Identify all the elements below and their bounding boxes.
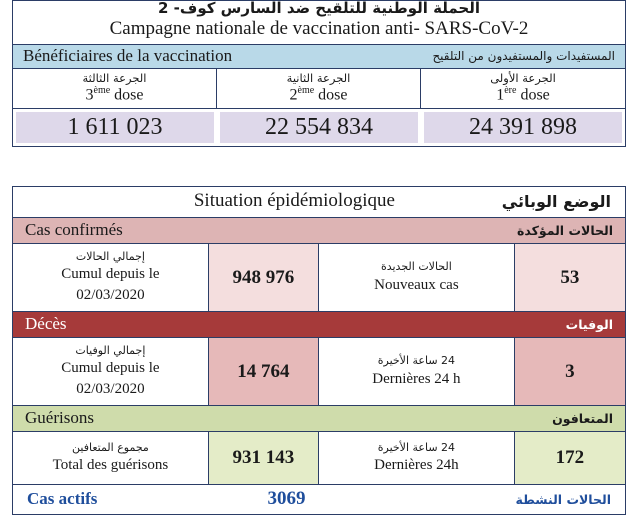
confirmed-cumul-value: 948 976 <box>209 244 319 311</box>
deaths-band <box>13 311 625 338</box>
dose-value-row <box>13 108 625 146</box>
dose-third-sup: ème <box>93 84 111 96</box>
confirmed-cases-label-french: Cas confirmés <box>25 220 123 239</box>
deaths-cumul-label-french: Cumul depuis le <box>61 360 160 377</box>
confirmed-cumul-label-arabic: إجمالي الحالات <box>75 249 145 263</box>
confirmed-cases-label-arabic: الحالات المؤكدة <box>517 222 613 238</box>
dose-first-number: 1 <box>496 86 505 104</box>
confirmed-new-value: 53 <box>515 244 625 311</box>
deaths-row <box>13 338 625 405</box>
recovered-cumul-label <box>13 432 209 484</box>
confirmed-cumul-label <box>13 244 209 311</box>
dose-value-third: 1 611 023 <box>16 112 214 143</box>
recovered-new-label-arabic: 24 ساعة الأخيرة <box>377 440 456 454</box>
dose-first-rest: dose <box>516 86 550 104</box>
dose-value-first: 24 391 898 <box>424 112 622 143</box>
recovered-cumul-value: 931 143 <box>209 432 319 484</box>
deaths-cumul-value: 14 764 <box>209 338 319 405</box>
dose-third-number: 3 <box>85 86 94 104</box>
epidemiology-block <box>12 186 626 515</box>
vaccination-title-french: Campagne nationale de vaccination anti- SARS-CoV-2 <box>109 17 529 39</box>
dose-header-third-french <box>13 85 216 105</box>
deaths-label-arabic: الوفيات <box>565 316 613 332</box>
recovered-row <box>13 432 625 484</box>
deaths-new-value: 3 <box>515 338 625 405</box>
deaths-cumul-label-date: 02/03/2020 <box>76 381 145 398</box>
dose-header-second-arabic: الجرعة الثانية <box>286 70 351 85</box>
dose-first-sup: ère <box>504 84 517 96</box>
dose-second-sup: ème <box>297 84 315 96</box>
vaccination-subtitle-french: Bénéficiaires de la vaccination <box>23 45 233 65</box>
deaths-label-french: Décès <box>25 314 67 333</box>
dose-header-row <box>13 69 625 109</box>
recovered-new-value: 172 <box>515 432 625 484</box>
deaths-cumul-label <box>13 338 209 405</box>
recovered-band <box>13 405 625 432</box>
recovered-cumul-label-french: Total des guérisons <box>52 457 169 474</box>
epidemiology-title-row <box>13 187 625 217</box>
dose-value-second: 22 554 834 <box>220 112 418 143</box>
active-cases-label-french: Cas actifs <box>27 489 98 508</box>
confirmed-cumul-label-french: Cumul depuis le <box>61 266 160 283</box>
confirmed-cases-band <box>13 217 625 244</box>
dose-header-second-french <box>217 85 420 105</box>
active-cases-row <box>13 484 625 514</box>
epidemiology-title-french: Situation épidémiologique <box>193 190 395 211</box>
recovered-new-label <box>319 432 515 484</box>
recovered-label-arabic: المتعافون <box>552 410 613 426</box>
dose-second-rest: dose <box>314 86 348 104</box>
confirmed-new-label-french: Nouveaux cas <box>374 276 459 293</box>
recovered-cumul-label-arabic: مجموع المتعافين <box>72 440 149 454</box>
dose-header-third-arabic: الجرعة الثالثة <box>82 70 147 85</box>
recovered-new-label-french: Dernières 24h <box>374 457 459 474</box>
deaths-new-label-arabic: 24 ساعة الأخيرة <box>377 354 456 368</box>
confirmed-new-label-arabic: الحالات الجديدة <box>380 260 452 274</box>
confirmed-cumul-label-date: 02/03/2020 <box>76 287 145 304</box>
dose-header-first <box>421 69 625 109</box>
deaths-cumul-label-arabic: إجمالي الوفيات <box>75 343 146 357</box>
dose-second-number: 2 <box>289 86 298 104</box>
dose-header-third <box>13 69 217 109</box>
active-cases-label-arabic: الحالات النشطة <box>515 491 611 507</box>
vaccination-title <box>13 1 625 44</box>
vaccination-subtitle-arabic: المستفيدات والمستفيدون من التلقيح <box>432 48 615 63</box>
dose-header-second <box>217 69 421 109</box>
deaths-new-label <box>319 338 515 405</box>
dose-header-first-arabic: الجرعة الأولى <box>490 70 556 85</box>
dose-third-rest: dose <box>110 86 144 104</box>
dose-header-first-french <box>421 85 625 105</box>
vaccination-subtitle-band <box>13 44 625 69</box>
deaths-new-label-french: Dernières 24 h <box>372 370 461 387</box>
vaccination-title-arabic: الحملة الوطنية للتلقيح ضد السارس كوف- 2 <box>158 0 480 17</box>
active-cases-value: 3069 <box>267 488 306 509</box>
vaccination-block <box>12 0 626 147</box>
epidemiology-title-arabic: الوضع الوبائي <box>501 191 611 211</box>
confirmed-new-label <box>319 244 515 311</box>
confirmed-cases-row <box>13 244 625 311</box>
recovered-label-french: Guérisons <box>25 408 94 427</box>
